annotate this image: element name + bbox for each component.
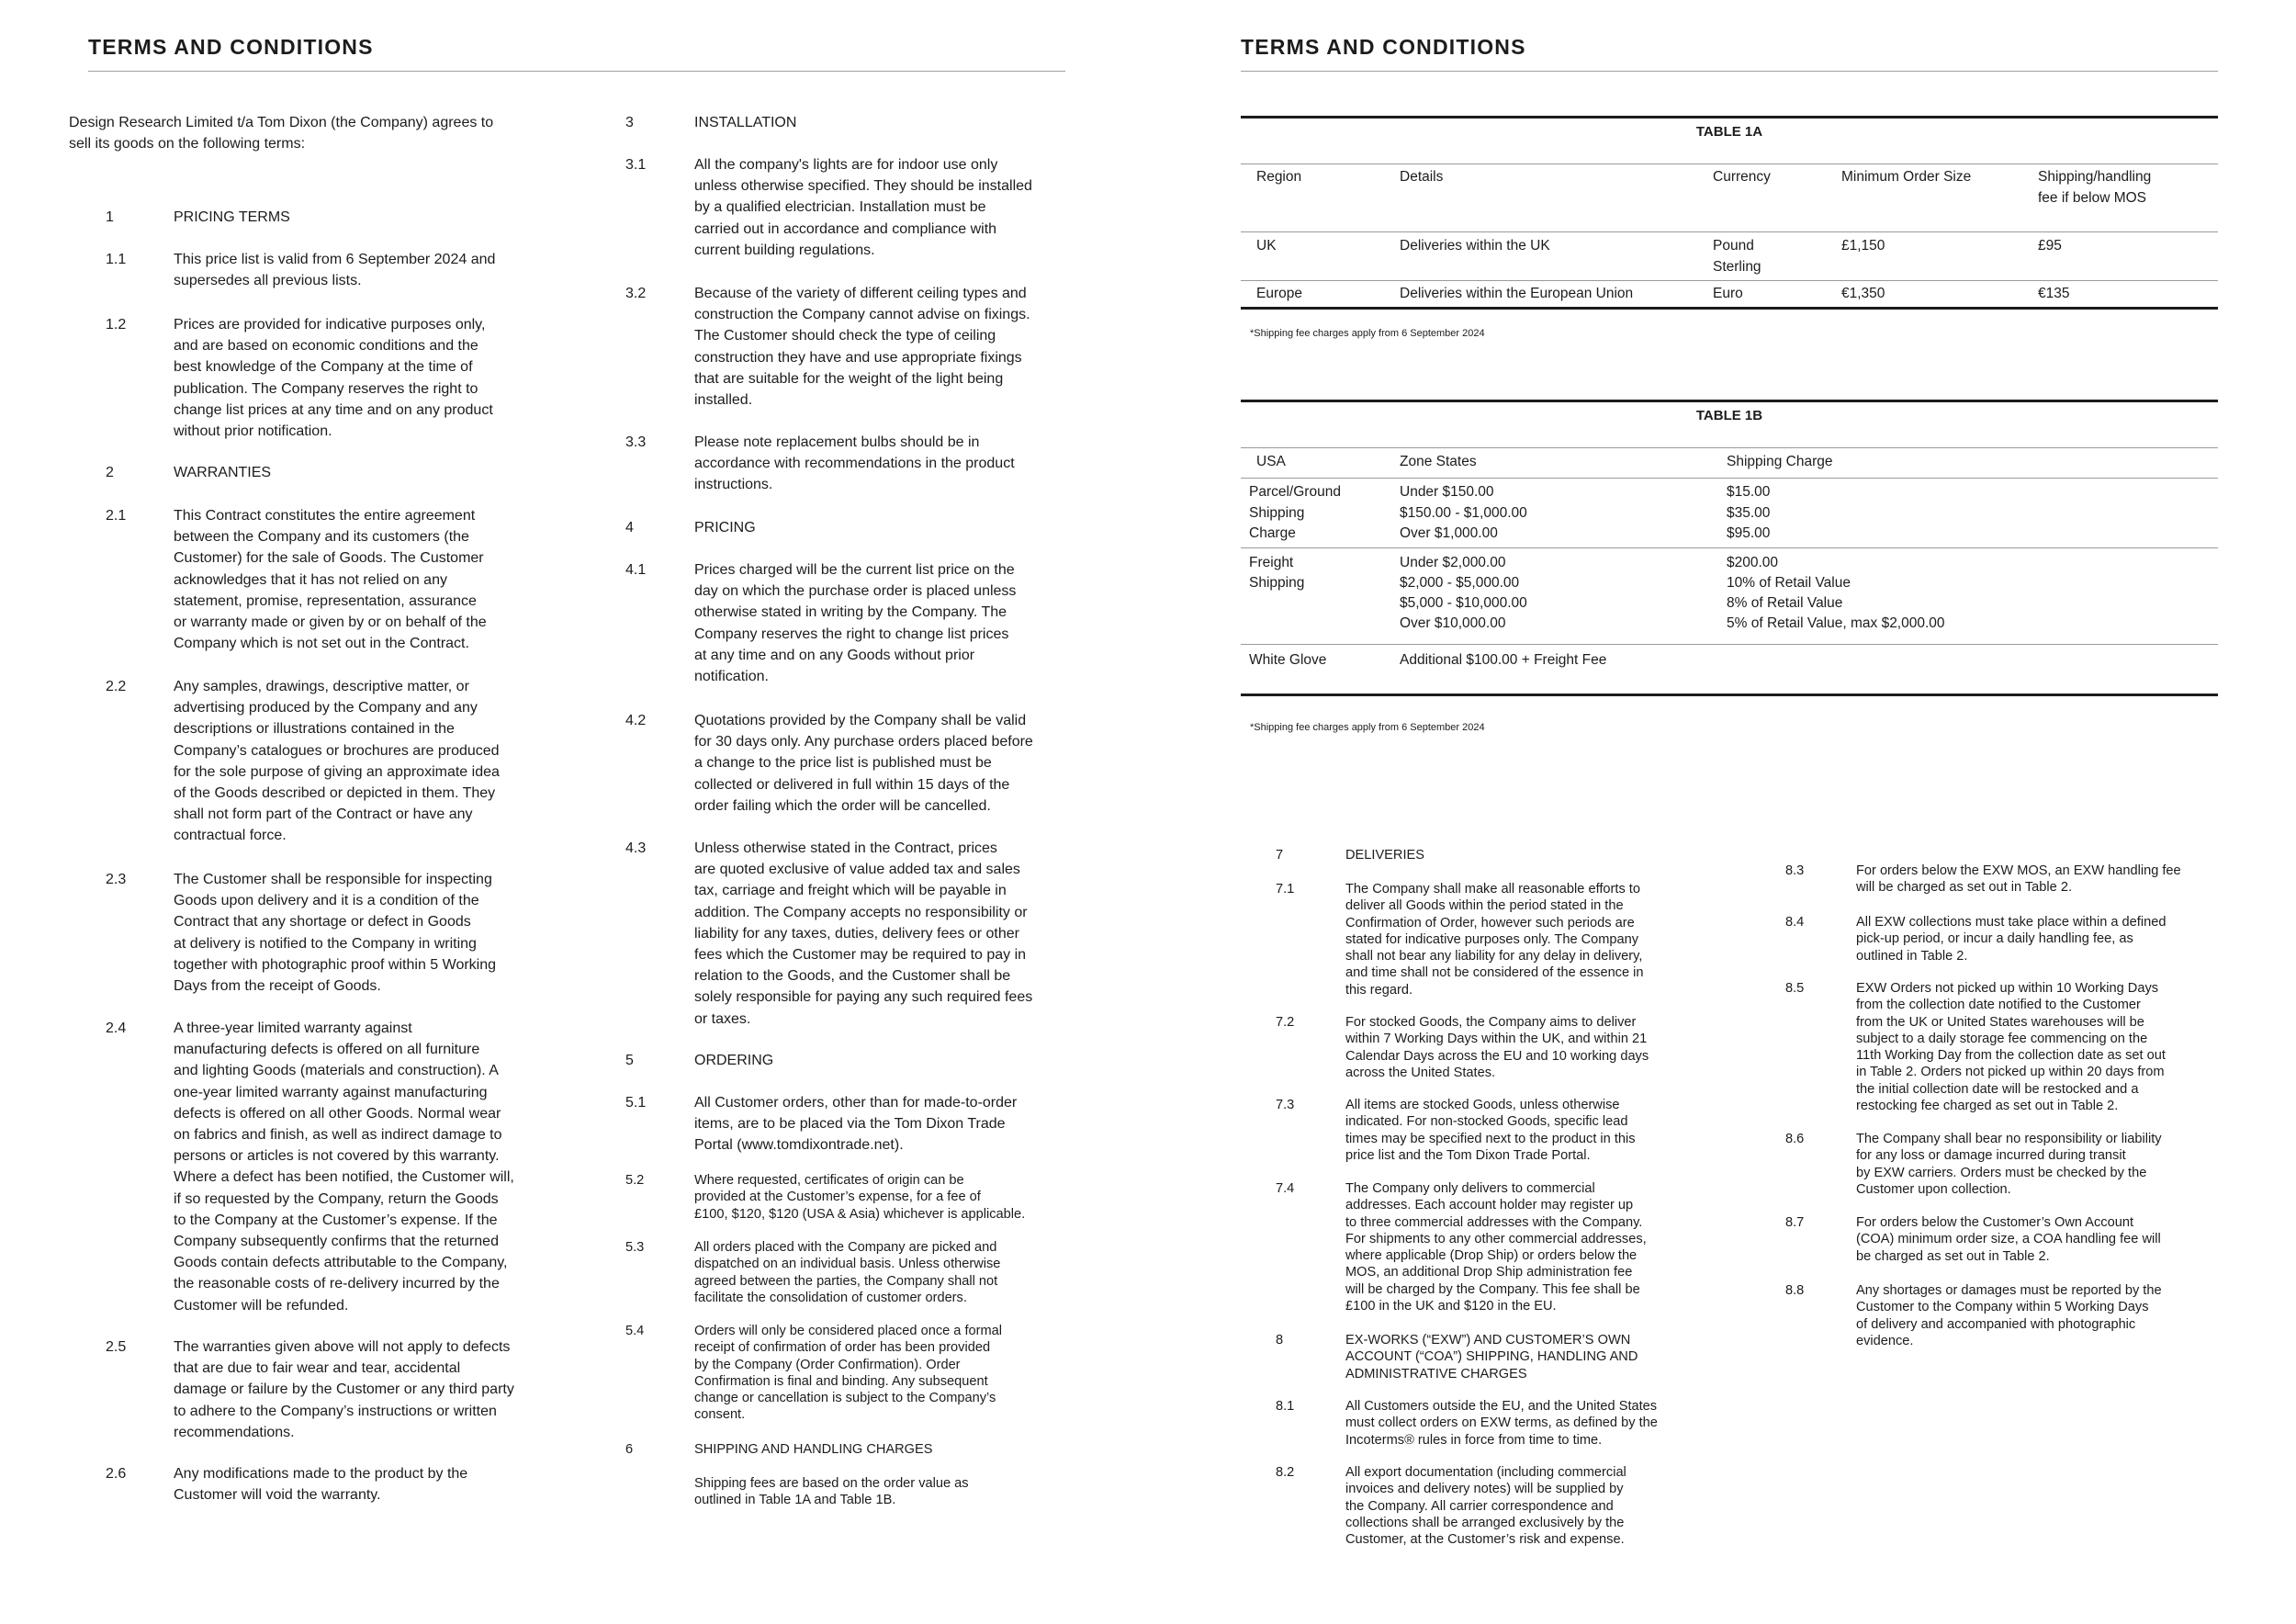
clause-number: 2.1 bbox=[106, 508, 127, 524]
clause-number: 4.1 bbox=[625, 562, 647, 578]
clause-text: Where requested, certificates of origin can be provided at the Customer’s expense, for a fee of £100, $120, $120 (USA & Asia) whichever is applicable. bbox=[694, 1173, 1026, 1222]
clause-text: All Customer orders, other than for made-to-order items, are to be placed via the Tom Dixon Trade Portal (www.tomdixontrade.net). bbox=[694, 1095, 1018, 1154]
right-page-header: TERMS AND CONDITIONS bbox=[1241, 35, 1526, 59]
table-border bbox=[1241, 307, 2218, 310]
clause-text: All export documentation (including commercial invoices and delivery notes) will be supplied by the Company. All carrier correspondence and collections shall be arranged exclusively by the Customer, at the Customer’s risk and expense. bbox=[1345, 1465, 1626, 1548]
table-cell: Deliveries within the UK bbox=[1400, 238, 1550, 254]
clause-number: 7.2 bbox=[1276, 1015, 1295, 1030]
table-divider bbox=[1241, 478, 2218, 479]
clause-number: 2 bbox=[106, 465, 114, 480]
table-divider bbox=[1241, 547, 2218, 548]
column-header: Details bbox=[1400, 169, 1444, 185]
table-cell: Deliveries within the European Union bbox=[1400, 286, 1634, 301]
shipping-charges: $15.00 $35.00 $95.00 bbox=[1727, 484, 1771, 541]
clause-number: 5.1 bbox=[625, 1095, 647, 1111]
column-header: Shipping/handling fee if below MOS bbox=[2038, 169, 2152, 206]
clause-number: 4 bbox=[625, 520, 634, 536]
clause-number: 3.1 bbox=[625, 157, 647, 173]
clause-number: 3 bbox=[625, 115, 634, 130]
column-header: Region bbox=[1256, 169, 1302, 185]
clause-text: Unless otherwise stated in the Contract, prices are quoted exclusive of value added tax and sales tax, carriage and freight which will be payable in addition. The Company accepts no responsibility or liability for any taxes, duties, delivery fees or other fees which the Customer may be required to pay in relation to the Goods, and the Customer shall be solely responsible for paying any such required fees or taxes. bbox=[694, 840, 1033, 1027]
header-divider bbox=[88, 71, 1065, 72]
clause-text: Prices charged will be the current list price on the day on which the purchase order is placed unless otherwise stated in writing by the Company. The Company reserves the right to change list prices at any time and on any Goods without prior notification. bbox=[694, 562, 1017, 685]
section-heading: INSTALLATION bbox=[694, 115, 797, 130]
section-heading: ORDERING bbox=[694, 1053, 774, 1068]
table-1a bbox=[1241, 116, 2218, 313]
clause-number: 5.2 bbox=[625, 1173, 645, 1188]
shipping-method: Freight Shipping bbox=[1249, 555, 1305, 591]
shipping-method: White Glove bbox=[1249, 652, 1327, 668]
clause-text: Any samples, drawings, descriptive matter, or advertising produced by the Company and any descriptions or illustrations contained in the Company’s catalogues or brochures are produced for the sole purpose of giving an approximate idea of the Goods described or depicted in them. They shall not form part of the Contract or have any contractual force. bbox=[174, 679, 500, 844]
table-divider bbox=[1241, 280, 2218, 281]
clause-text: Prices are provided for indicative purposes only, and are based on economic conditions and the best knowledge of the Company at the time of publication. The Company reserves the right to change list prices at any time and on any product without prior notification. bbox=[174, 317, 493, 440]
table-cell: €1,350 bbox=[1841, 286, 1885, 301]
clause-text: This Contract constitutes the entire agreement between the Company and its customers (the Customer) for the sale of Goods. The Customer acknowledges that it has not relied on any statement, promise, representation, assurance or warranty made or given by or on behalf of the Company which is not set out in the Contract. bbox=[174, 508, 487, 652]
table-cell: £1,150 bbox=[1841, 238, 1885, 254]
left-page-header: TERMS AND CONDITIONS bbox=[88, 35, 374, 59]
zone-states: Under $2,000.00 $2,000 - $5,000.00 $5,000 - $10,000.00 Over $10,000.00 bbox=[1400, 555, 1527, 631]
clause-text: Because of the variety of different ceiling types and construction the Company cannot advise on fixings. The Customer should check the type of ceiling construction they have and use appropriate fixings that are suitable for the weight of the light being installed. bbox=[694, 286, 1030, 409]
column-header: Minimum Order Size bbox=[1841, 169, 1972, 185]
clause-number: 1.2 bbox=[106, 317, 127, 333]
clause-number: 5.4 bbox=[625, 1324, 645, 1338]
clause-number: 8.5 bbox=[1785, 981, 1805, 996]
column-header: Shipping Charge bbox=[1727, 454, 1833, 469]
table-divider bbox=[1241, 644, 2218, 645]
clause-number: 8.3 bbox=[1785, 863, 1805, 878]
clause-text: Please note replacement bulbs should be in accordance with recommendations in the product instructions. bbox=[694, 434, 1015, 493]
shipping-charges: $200.00 10% of Retail Value 8% of Retail Value 5% of Retail Value, max $2,000.00 bbox=[1727, 555, 1945, 631]
clause-number: 5 bbox=[625, 1053, 634, 1068]
clause-number: 2.2 bbox=[106, 679, 127, 694]
clause-text: All orders placed with the Company are picked and dispatched on an individual basis. Unless otherwise agreed between the parties, the Company shall not facilitate the consolidation of customer orders. bbox=[694, 1240, 1001, 1305]
clause-text: All Customers outside the EU, and the United States must collect orders on EXW terms, as defined by the Incoterms® rules in force from time to time. bbox=[1345, 1399, 1658, 1448]
clause-text: Quotations provided by the Company shall be valid for 30 days only. Any purchase orders placed before a change to the price list is published must be collected or delivered in full within 15 days of the order failing which the order will be cancelled. bbox=[694, 713, 1033, 814]
clause-number: 2.3 bbox=[106, 872, 127, 887]
clause-text: All EXW collections must take place within a defined pick-up period, or incur a daily handling fee, as outlined in Table 2. bbox=[1856, 915, 2167, 964]
clause-number: 7.1 bbox=[1276, 882, 1295, 897]
clause-text: For stocked Goods, the Company aims to deliver within 7 Working Days within the UK, and within 21 Calendar Days across the EU and 10 working days across the United States. bbox=[1345, 1015, 1649, 1080]
clause-number: 7.4 bbox=[1276, 1181, 1295, 1196]
clause-number: 8.7 bbox=[1785, 1215, 1805, 1230]
clause-text: For orders below the Customer’s Own Account (COA) minimum order size, a COA handling fee will be charged as set out in Table 2. bbox=[1856, 1215, 2161, 1264]
clause-number: 8.8 bbox=[1785, 1283, 1805, 1298]
clause-number: 3.2 bbox=[625, 286, 647, 301]
clause-text: Any shortages or damages must be reported by the Customer to the Company within 5 Working Days of delivery and accompanied with photographic evidence. bbox=[1856, 1283, 2162, 1348]
clause-number: 5.3 bbox=[625, 1240, 645, 1255]
section-heading: WARRANTIES bbox=[174, 465, 272, 480]
clause-text: EXW Orders not picked up within 10 Working Days from the collection date notified to the Customer from the UK or United States warehouses will be subject to a daily storage fee commencing on the 11th Working Day from the collection date as set out in Table 2. Orders not picked up within 20 days from the initial collection date will be restocked and a restocking fee charged as set out in Table 2. bbox=[1856, 981, 2166, 1114]
clause-number: 4.3 bbox=[625, 840, 647, 856]
table-border bbox=[1241, 116, 2218, 118]
clause-text: The Company shall bear no responsibility or liability for any loss or damage incurred during transit by EXW carriers. Orders must be checked by the Customer upon collection. bbox=[1856, 1132, 2162, 1197]
clause-text: The Company shall make all reasonable efforts to deliver all Goods within the period stated in the Confirmation of Order, however such periods are stated for indicative purposes only. The Company shall not bear any liability for any delay in delivery, and time shall not be considered of the essence in this regard. bbox=[1345, 882, 1644, 998]
clause-number: 3.3 bbox=[625, 434, 647, 450]
clause-number: 2.5 bbox=[106, 1339, 127, 1355]
clause-number: 2.4 bbox=[106, 1021, 127, 1036]
clause-number: 2.6 bbox=[106, 1466, 127, 1482]
clause-text: Orders will only be considered placed once a formal receipt of confirmation of order has been provided by the Company (Order Confirmation). Order Confirmation is final and binding. Any subsequent change or cancellation is subject to the Company’s consent. bbox=[694, 1324, 1003, 1423]
clause-number: 8.4 bbox=[1785, 915, 1805, 930]
clause-text: The warranties given above will not apply to defects that are due to fair wear and tear, accidental damage or failure by the Customer or any third party to adhere to the Company’s instructions or written recommendations. bbox=[174, 1339, 514, 1440]
table-border bbox=[1241, 400, 2218, 402]
table-cell: £95 bbox=[2038, 238, 2062, 254]
table-cell: UK bbox=[1256, 238, 1277, 254]
column-header: USA bbox=[1256, 454, 1286, 469]
table-title: TABLE 1B bbox=[1695, 408, 1763, 423]
clause-text: A three-year limited warranty against manufacturing defects is offered on all furniture and lighting Goods (materials and construction). A one-year limited warranty against manufacturing defects is offered on all other Goods. Normal wear on fabrics and finish, as well as indirect damage to persons or articles is not covered by this warranty. Where a defect has been notified, the Customer will, if so requested by the Company, return the Goods to the Company at the Customer’s expense. If the Company subsequently confirms that the returned Goods contain defects attributable to the Company, the reasonable costs of re-delivery incurred by the Customer will be refunded. bbox=[174, 1021, 514, 1314]
zone-states: Under $150.00 $150.00 - $1,000.00 Over $1,000.00 bbox=[1400, 484, 1527, 541]
zone-states: Additional $100.00 + Freight Fee bbox=[1400, 652, 1607, 668]
clause-number: 8.6 bbox=[1785, 1132, 1805, 1146]
clause-number: 8 bbox=[1276, 1333, 1284, 1348]
clause-number: 1.1 bbox=[106, 252, 127, 267]
table-cell: Euro bbox=[1713, 286, 1743, 301]
column-header: Currency bbox=[1713, 169, 1771, 185]
clause-text: For orders below the EXW MOS, an EXW handling fee will be charged as set out in Table 2. bbox=[1856, 863, 2181, 896]
table-cell: Pound Sterling bbox=[1713, 238, 1761, 275]
clause-number: 8.2 bbox=[1276, 1465, 1295, 1480]
clause-number: 8.1 bbox=[1276, 1399, 1295, 1414]
clause-text: The Company only delivers to commercial addresses. Each account holder may register up to three commercial addresses with the Company. For shipments to any other commercial addresses, where applicable (Drop Ship) or orders below the MOS, an additional Drop Ship administration fee will be charged by the Company. This fee shall be £100 in the UK and $120 in the EU. bbox=[1345, 1181, 1647, 1314]
section-heading: PRICING TERMS bbox=[174, 209, 290, 225]
table-1a-footnote: *Shipping fee charges apply from 6 September 2024 bbox=[1250, 328, 1485, 339]
clause-number: 1 bbox=[106, 209, 114, 225]
table-border bbox=[1241, 694, 2218, 696]
clause-text: All items are stocked Goods, unless otherwise indicated. For non-stocked Goods, specific lead times may be specified next to the product in this price list and the Tom Dixon Trade Portal. bbox=[1345, 1098, 1636, 1163]
table-title: TABLE 1A bbox=[1695, 124, 1763, 140]
table-cell: Europe bbox=[1256, 286, 1302, 301]
column-header: Zone States bbox=[1400, 454, 1477, 469]
shipping-method: Parcel/Ground Shipping Charge bbox=[1249, 484, 1341, 541]
clause-text: Shipping fees are based on the order value as outlined in Table 1A and Table 1B. bbox=[694, 1476, 969, 1508]
table-cell: €135 bbox=[2038, 286, 2070, 301]
clause-text: This price list is valid from 6 September 2024 and supersedes all previous lists. bbox=[174, 252, 496, 289]
clause-text: All the company's lights are for indoor use only unless otherwise specified. They should be installed by a qualified electrician. Installation must be carried out in accordance and compliance with current building regulations. bbox=[694, 157, 1032, 258]
section-heading: PRICING bbox=[694, 520, 756, 536]
clause-number: 4.2 bbox=[625, 713, 647, 728]
section-heading: DELIVERIES bbox=[1345, 848, 1424, 863]
table-1b bbox=[1241, 400, 2218, 698]
table-divider bbox=[1241, 231, 2218, 232]
clause-number: 7.3 bbox=[1276, 1098, 1295, 1112]
intro-paragraph: Design Research Limited t/a Tom Dixon (the Company) agrees to sell its goods on the following terms: bbox=[69, 115, 494, 152]
clause-number: 7 bbox=[1276, 848, 1284, 863]
section-heading: SHIPPING AND HANDLING CHARGES bbox=[694, 1442, 933, 1457]
table-divider bbox=[1241, 447, 2218, 448]
section-heading: EX-WORKS (“EXW”) AND CUSTOMER’S OWN ACCOUNT (“COA”) SHIPPING, HANDLING AND ADMINISTRATIVE CHARGES bbox=[1345, 1333, 1638, 1382]
clause-text: The Customer shall be responsible for inspecting Goods upon delivery and it is a condition of the Contract that any shortage or defect in Goods at delivery is notified to the Company in writing together with photographic proof within 5 Working Days from the receipt of Goods. bbox=[174, 872, 497, 995]
clause-text: Any modifications made to the product by the Customer will void the warranty. bbox=[174, 1466, 468, 1504]
header-divider bbox=[1241, 71, 2218, 72]
clause-number: 6 bbox=[625, 1442, 634, 1457]
table-1b-footnote: *Shipping fee charges apply from 6 September 2024 bbox=[1250, 722, 1485, 733]
